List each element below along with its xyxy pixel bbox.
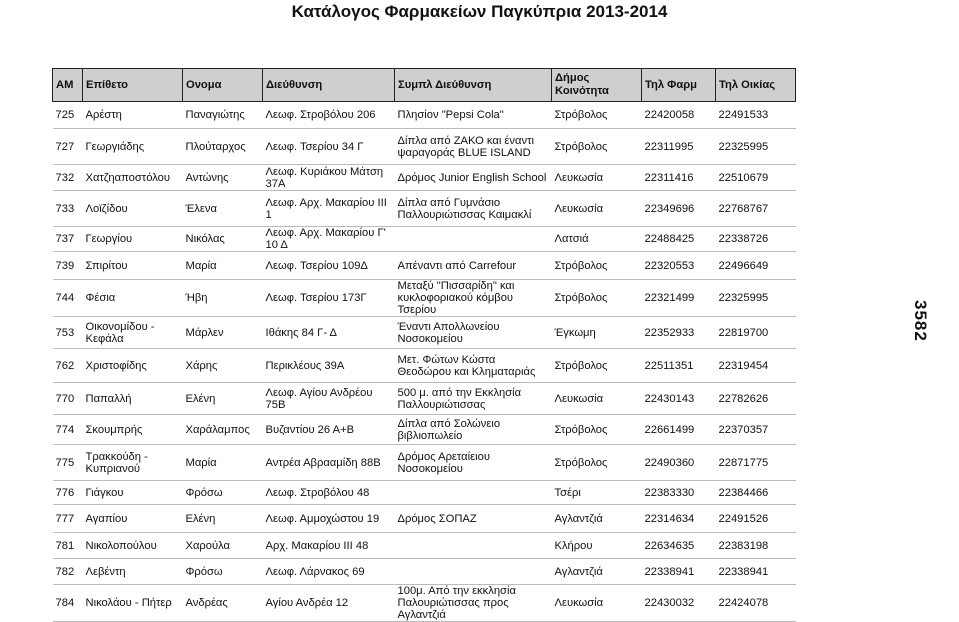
cell-am: 737 (53, 227, 83, 252)
cell-surname: Τρακκούδη - Κυπριανού (83, 445, 183, 481)
cell-surname: Οικονομίδου - Κεφάλα (83, 317, 183, 349)
table-row (53, 445, 796, 481)
pharmacy-table (52, 68, 796, 622)
cell-surname: Αγαπίου (83, 505, 183, 533)
cell-municipality: Λευκωσία (552, 191, 642, 227)
cell-phone-pharm: 22383330 (642, 481, 716, 505)
cell-am: 744 (53, 280, 83, 317)
cell-name: Χαράλαμπος (183, 415, 263, 445)
header-surname: Επίθετο (83, 69, 183, 102)
header-phone-home: Τηλ Οικίας (716, 69, 796, 102)
table-row (53, 505, 796, 533)
cell-municipality: Λατσιά (552, 227, 642, 252)
cell-phone-home: 22819700 (716, 317, 796, 349)
cell-surname: Γεωργίου (83, 227, 183, 252)
cell-address: Αγίου Ανδρέα 12 (263, 585, 395, 622)
cell-extra: Δίπλα από Γυμνάσιο Παλλουριώτισσας Καιμακλί (395, 191, 552, 227)
cell-municipality: Έγκωμη (552, 317, 642, 349)
cell-phone-home: 22338726 (716, 227, 796, 252)
cell-address: Λεωφ. Αμμοχώστου 19 (263, 505, 395, 533)
cell-address: Ιθάκης 84 Γ- Δ (263, 317, 395, 349)
cell-am: 770 (53, 383, 83, 415)
cell-address: Λεωφ. Στροβόλου 48 (263, 481, 395, 505)
cell-name: Μάρλεν (183, 317, 263, 349)
cell-surname: Αρέστη (83, 102, 183, 129)
cell-surname: Γιάγκου (83, 481, 183, 505)
table-row (53, 227, 796, 252)
cell-phone-pharm: 22311995 (642, 129, 716, 165)
cell-name: Ελένη (183, 505, 263, 533)
cell-am: 775 (53, 445, 83, 481)
cell-phone-home: 22768767 (716, 191, 796, 227)
cell-extra: Απέναντι από Carrefour (395, 252, 552, 280)
cell-surname: Λεβέντη (83, 559, 183, 585)
cell-phone-home: 22325995 (716, 129, 796, 165)
cell-address: Βυζαντίου 26 Α+Β (263, 415, 395, 445)
cell-extra: Δρόμος Junior English School (395, 165, 552, 191)
cell-surname: Παπαλλή (83, 383, 183, 415)
cell-surname: Χριστοφίδης (83, 349, 183, 383)
cell-surname: Νικολοπούλου (83, 533, 183, 559)
cell-phone-pharm: 22661499 (642, 415, 716, 445)
cell-phone-home: 22510679 (716, 165, 796, 191)
cell-extra: 100μ. Από την εκκλησία Παλουριώτισσας προς Αγλαντζιά (395, 585, 552, 622)
cell-phone-home: 22325995 (716, 280, 796, 317)
cell-municipality: Στρόβολος (552, 349, 642, 383)
cell-phone-home: 22424078 (716, 585, 796, 622)
cell-phone-pharm: 22488425 (642, 227, 716, 252)
cell-phone-pharm: 22314634 (642, 505, 716, 533)
cell-municipality: Στρόβολος (552, 280, 642, 317)
cell-am: 725 (53, 102, 83, 129)
cell-am: 777 (53, 505, 83, 533)
cell-phone-pharm: 22320553 (642, 252, 716, 280)
table-row (53, 383, 796, 415)
cell-address: Λεωφ. Αρχ. Μακαρίου Γ' 10 Δ (263, 227, 395, 252)
cell-extra (395, 559, 552, 585)
header-am: ΑΜ (53, 69, 83, 102)
table-row (53, 481, 796, 505)
cell-am: 727 (53, 129, 83, 165)
cell-phone-pharm: 22349696 (642, 191, 716, 227)
cell-municipality: Στρόβολος (552, 445, 642, 481)
cell-extra: Μετ. Φώτων Κώστα Θεοδώρου και Κληματαριάς (395, 349, 552, 383)
table-row (53, 559, 796, 585)
header-municipality: Δήμος Κοινότητα (552, 69, 642, 102)
cell-municipality: Αγλαντζιά (552, 505, 642, 533)
cell-name: Έλενα (183, 191, 263, 227)
cell-am: 739 (53, 252, 83, 280)
header-row (53, 69, 796, 102)
cell-extra (395, 481, 552, 505)
table-row (53, 191, 796, 227)
cell-surname: Σκουμπρής (83, 415, 183, 445)
cell-municipality: Στρόβολος (552, 252, 642, 280)
cell-municipality: Κλήρου (552, 533, 642, 559)
table-row (53, 533, 796, 559)
cell-name: Αντώνης (183, 165, 263, 191)
cell-address: Περικλέους 39Α (263, 349, 395, 383)
cell-phone-pharm: 22511351 (642, 349, 716, 383)
cell-address: Λεωφ. Αγίου Ανδρέου 75Β (263, 383, 395, 415)
cell-address: Λεωφ. Τσερίου 109Δ (263, 252, 395, 280)
cell-name: Χαρούλα (183, 533, 263, 559)
cell-municipality: Αγλαντζιά (552, 559, 642, 585)
cell-name: Ελένη (183, 383, 263, 415)
cell-address: Λεωφ. Λάρνακος 69 (263, 559, 395, 585)
cell-am: 733 (53, 191, 83, 227)
cell-municipality: Λευκωσία (552, 165, 642, 191)
cell-phone-pharm: 22430143 (642, 383, 716, 415)
table-row (53, 317, 796, 349)
cell-extra: Δίπλα από ΖΑΚΟ και έναντι ψαραγοράς BLUE ISLAND (395, 129, 552, 165)
cell-surname: Σπιρίτου (83, 252, 183, 280)
page-number: 3582 (911, 300, 930, 342)
cell-extra: Δίπλα από Σολώνειο βιβλιοπωλείο (395, 415, 552, 445)
cell-address: Αρχ. Μακαρίου ΙΙΙ 48 (263, 533, 395, 559)
cell-phone-home: 22384466 (716, 481, 796, 505)
cell-extra: Πλησίον "Pepsi Cola" (395, 102, 552, 129)
table-row (53, 349, 796, 383)
cell-municipality: Λευκωσία (552, 585, 642, 622)
cell-am: 774 (53, 415, 83, 445)
cell-name: Φρόσω (183, 481, 263, 505)
cell-extra: 500 μ. από την Εκκλησία Παλλουριώτισσας (395, 383, 552, 415)
header-extra: Συμπλ Διεύθυνση (395, 69, 552, 102)
cell-phone-pharm: 22311416 (642, 165, 716, 191)
cell-am: 776 (53, 481, 83, 505)
cell-name: Ήβη (183, 280, 263, 317)
cell-phone-pharm: 22321499 (642, 280, 716, 317)
table-row (53, 129, 796, 165)
cell-extra: Μεταξύ "Πισσαρίδη" και κυκλοφοριακού κόμβου Τσερίου (395, 280, 552, 317)
cell-surname: Νικολάου - Πήτερ (83, 585, 183, 622)
cell-phone-pharm: 22420058 (642, 102, 716, 129)
cell-phone-pharm: 22490360 (642, 445, 716, 481)
table-row (53, 415, 796, 445)
cell-am: 781 (53, 533, 83, 559)
cell-name: Νικόλας (183, 227, 263, 252)
cell-extra (395, 533, 552, 559)
table-row (53, 280, 796, 317)
cell-phone-home: 22496649 (716, 252, 796, 280)
cell-phone-pharm: 22338941 (642, 559, 716, 585)
cell-name: Μαρία (183, 252, 263, 280)
cell-name: Παναγιώτης (183, 102, 263, 129)
table-row (53, 252, 796, 280)
cell-phone-home: 22338941 (716, 559, 796, 585)
cell-address: Λεωφ. Αρχ. Μακαρίου ΙΙΙ 1 (263, 191, 395, 227)
cell-surname: Γεωργιάδης (83, 129, 183, 165)
cell-phone-home: 22370357 (716, 415, 796, 445)
cell-phone-pharm: 22430032 (642, 585, 716, 622)
cell-name: Μαρία (183, 445, 263, 481)
cell-surname: Λοϊζίδου (83, 191, 183, 227)
cell-name: Πλούταρχος (183, 129, 263, 165)
cell-phone-home: 22491526 (716, 505, 796, 533)
cell-surname: Φέσια (83, 280, 183, 317)
cell-phone-home: 22871775 (716, 445, 796, 481)
table-row (53, 585, 796, 622)
cell-extra: Δρόμος Αρεταίειου Νοσοκομείου (395, 445, 552, 481)
cell-extra: Δρόμος ΣΟΠΑΖ (395, 505, 552, 533)
cell-am: 782 (53, 559, 83, 585)
cell-municipality: Λευκωσία (552, 383, 642, 415)
cell-name: Ανδρέας (183, 585, 263, 622)
cell-phone-pharm: 22634635 (642, 533, 716, 559)
header-name: Ονομα (183, 69, 263, 102)
cell-address: Λεωφ. Τσερίου 173Γ (263, 280, 395, 317)
table-row (53, 102, 796, 129)
cell-address: Αντρέα Αβρααμίδη 88Β (263, 445, 395, 481)
cell-phone-home: 22491533 (716, 102, 796, 129)
header-phone-pharm: Τηλ Φαρμ (642, 69, 716, 102)
cell-name: Χάρης (183, 349, 263, 383)
table-row (53, 165, 796, 191)
cell-address: Λεωφ. Στροβόλου 206 (263, 102, 395, 129)
cell-municipality: Στρόβολος (552, 102, 642, 129)
cell-phone-home: 22383198 (716, 533, 796, 559)
cell-am: 753 (53, 317, 83, 349)
cell-am: 732 (53, 165, 83, 191)
page-title: Κατάλογος Φαρμακείων Παγκύπρια 2013-2014 (291, 2, 668, 21)
cell-address: Λεωφ. Τσερίου 34 Γ (263, 129, 395, 165)
cell-municipality: Στρόβολος (552, 415, 642, 445)
cell-address: Λεωφ. Κυριάκου Μάτση 37Α (263, 165, 395, 191)
cell-municipality: Τσέρι (552, 481, 642, 505)
cell-extra: Έναντι Απολλωνείου Νοσοκομείου (395, 317, 552, 349)
cell-extra (395, 227, 552, 252)
header-address: Διεύθυνση (263, 69, 395, 102)
cell-phone-home: 22782626 (716, 383, 796, 415)
cell-phone-home: 22319454 (716, 349, 796, 383)
cell-phone-pharm: 22352933 (642, 317, 716, 349)
cell-surname: Χατζηαποστόλου (83, 165, 183, 191)
cell-name: Φρόσω (183, 559, 263, 585)
cell-am: 762 (53, 349, 83, 383)
cell-am: 784 (53, 585, 83, 622)
cell-municipality: Στρόβολος (552, 129, 642, 165)
